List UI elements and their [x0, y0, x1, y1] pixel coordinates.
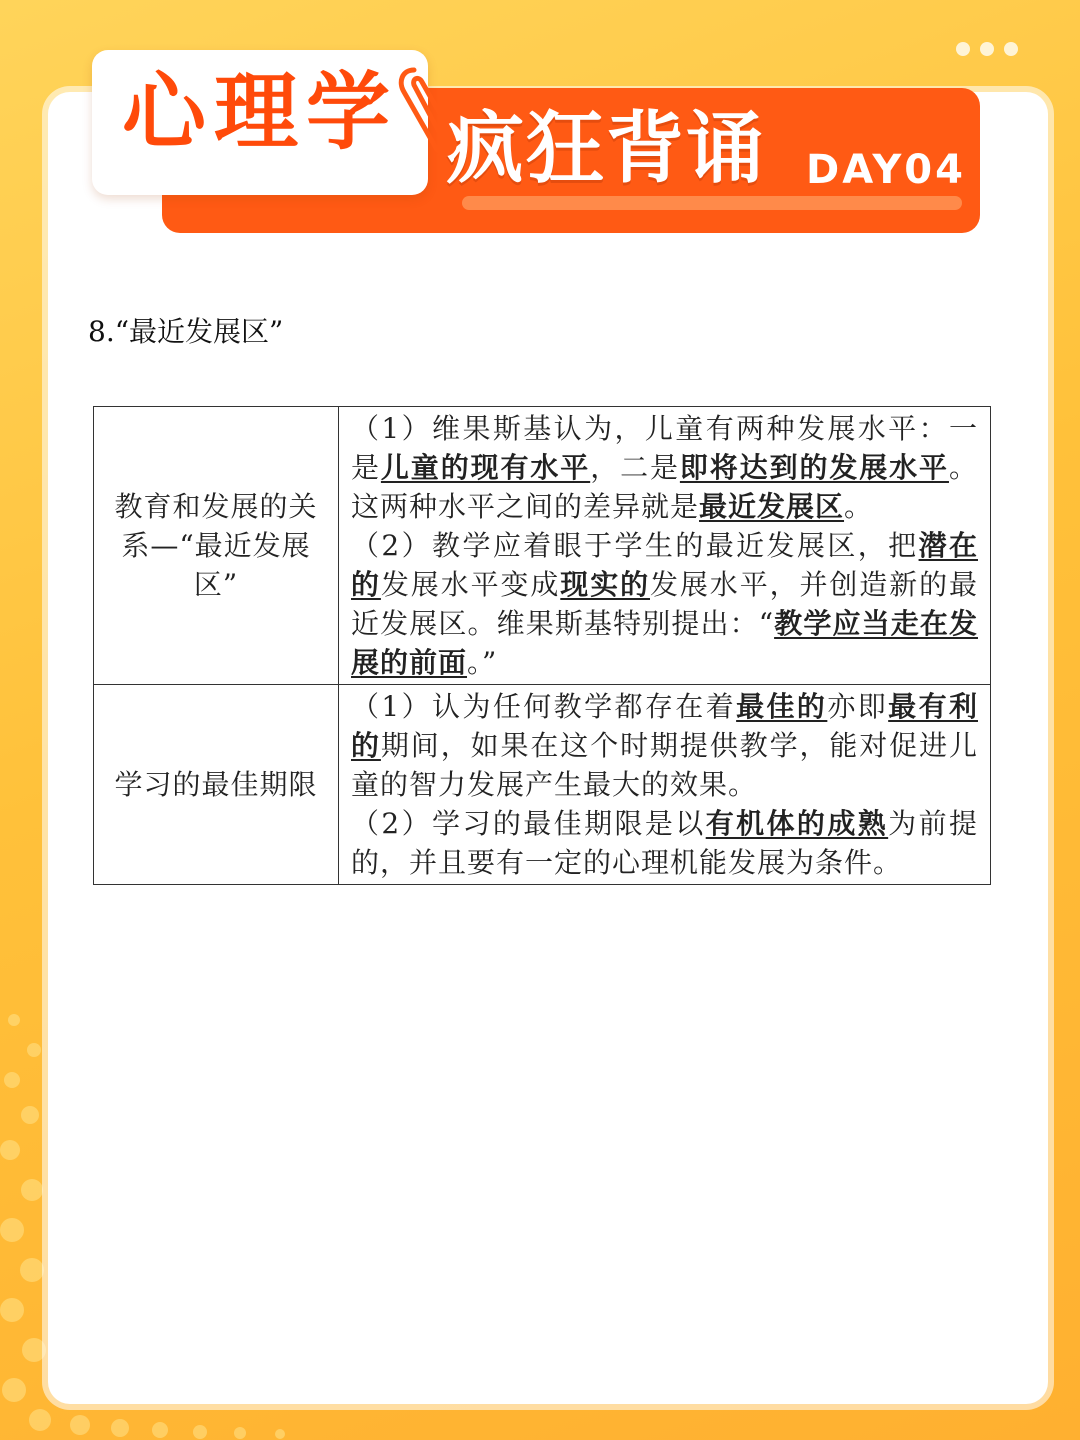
dot — [980, 42, 994, 56]
topic-cell: 教育和发展的关系—“最近发展区” — [94, 407, 339, 685]
dot — [956, 42, 970, 56]
paragraph — [351, 526, 978, 682]
text: （2）学习的最佳期限是以 — [351, 807, 706, 840]
text: （1）认为任何教学都存在着 — [351, 690, 737, 723]
paperclip-icon — [392, 62, 462, 162]
key-point: 最近发展区 — [699, 490, 845, 523]
paragraph — [351, 409, 978, 526]
dot — [1004, 42, 1018, 56]
text: 。” — [467, 646, 498, 679]
section-heading: 8.“最近发展区” — [88, 315, 284, 348]
table-row — [94, 685, 991, 885]
table-row — [94, 407, 991, 685]
content-cell — [339, 407, 991, 685]
text: 发展水平变成 — [380, 568, 561, 601]
text: 为前提的，并且要有一定的心理机能发展为条件。 — [351, 807, 978, 879]
text: 发展水平，并创造新的最近发展区。维果斯基特别提出：“ — [351, 568, 978, 640]
key-point: 有机体的成熟 — [705, 807, 889, 840]
key-point: 最有利的 — [351, 690, 978, 762]
key-point: 即将达到的发展水平 — [679, 451, 949, 484]
banner-highlight — [462, 196, 962, 210]
text: 期间，如果在这个时期提供教学，能对促进儿童的智力发展产生最大的效果。 — [351, 729, 978, 801]
text: 亦即 — [827, 690, 889, 723]
knowledge-table — [93, 406, 991, 885]
topic-cell: 学习的最佳期限 — [94, 685, 339, 885]
key-point: 现实的 — [560, 568, 650, 601]
text: 。这两种水平之间的差异就是 — [351, 451, 978, 523]
paragraph — [351, 687, 978, 804]
key-point: 潜在的 — [351, 529, 978, 601]
content-cell — [339, 685, 991, 885]
text: （1）维果斯基认为，儿童有两种发展水平：一是 — [351, 412, 978, 484]
day-label: DAY04 — [806, 147, 966, 193]
key-point: 最佳的 — [736, 690, 828, 723]
paragraph — [351, 804, 978, 882]
text: （2）教学应着眼于学生的最近发展区，把 — [351, 529, 919, 562]
text: ，二是 — [590, 451, 680, 484]
key-point: 儿童的现有水平 — [380, 451, 591, 484]
title-main: 心理学 — [122, 63, 399, 161]
key-point: 教学应当走在发展的前面 — [351, 607, 978, 679]
title-sub: 疯狂背诵 — [446, 104, 767, 194]
text: 。 — [844, 490, 874, 523]
decorative-dots — [956, 42, 1018, 56]
